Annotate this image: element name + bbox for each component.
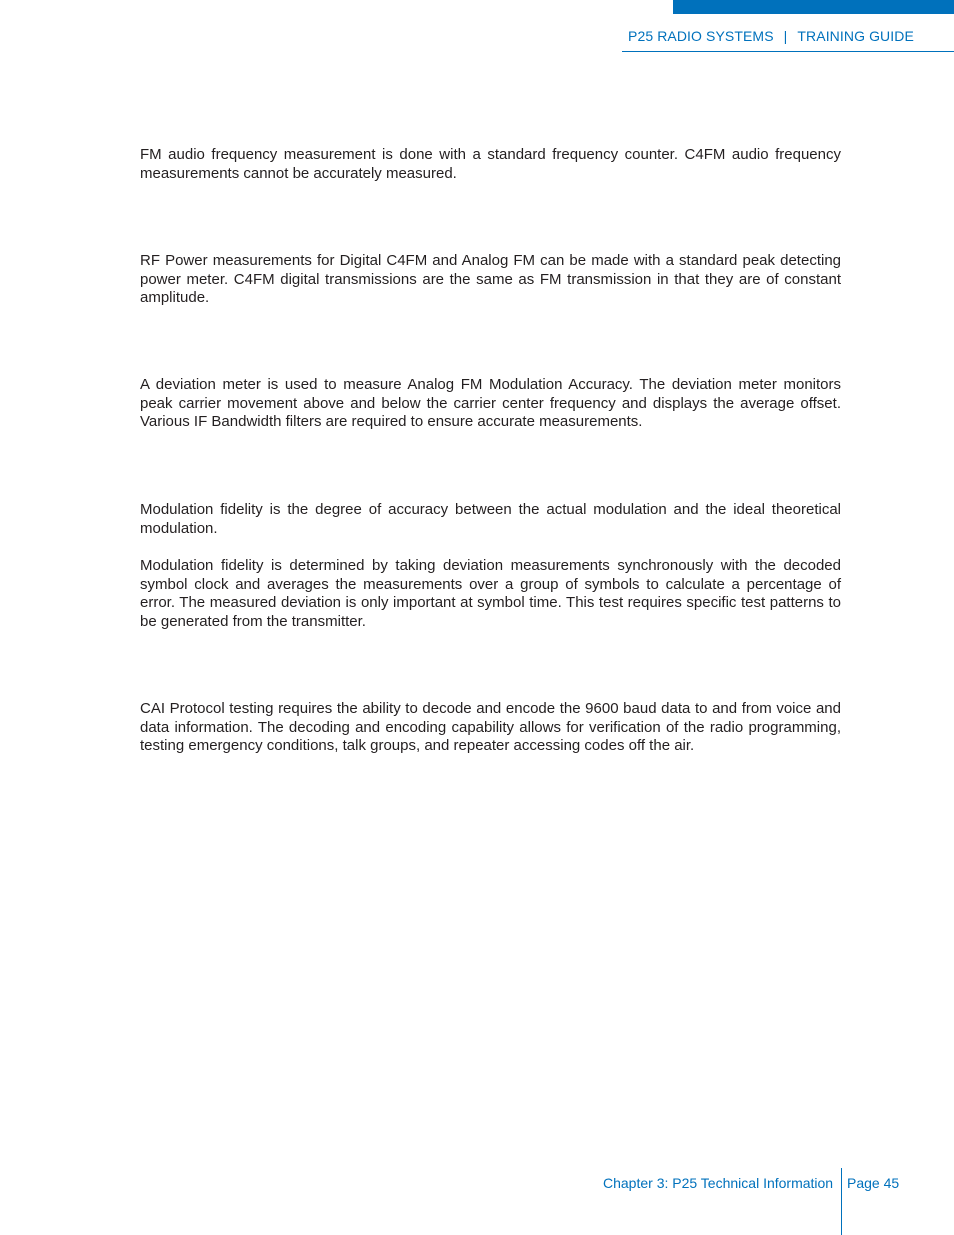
running-header	[628, 28, 914, 44]
footer-divider	[841, 1168, 842, 1235]
footer-chapter: Chapter 3: P25 Technical Information	[603, 1175, 834, 1191]
paragraph-modulation-fidelity-definition: Modulation fidelity is the degree of accuracy between the actual modulation and the ideal theoretical modulation.	[140, 501, 841, 537]
header-rule	[622, 51, 954, 52]
paragraph-deviation-meter: A deviation meter is used to measure Analog FM Modulation Accuracy. The deviation meter monitors peak carrier movement above and below the carrier center frequency and displays the average offset. Various IF Bandwidth filters are required to ensure accurate measurements.	[140, 376, 841, 431]
header-separator: |	[783, 28, 788, 44]
footer-page-number: Page 45	[847, 1175, 900, 1191]
paragraph-rf-power: RF Power measurements for Digital C4FM and Analog FM can be made with a standard peak detecting power meter. C4FM digital transmissions are the same as FM transmission in that they are of constant amplitude.	[140, 252, 841, 307]
paragraph-fm-audio-frequency: FM audio frequency measurement is done with a standard frequency counter. C4FM audio frequency measurements cannot be accurately measured.	[140, 146, 841, 182]
paragraph-cai-protocol: CAI Protocol testing requires the ability to decode and encode the 9600 baud data to and from voice and data information. The decoding and encoding capability allows for verification of the radio programming, testing emergency conditions, talk groups, and repeater accessing codes off the air.	[140, 700, 841, 755]
header-title: P25 RADIO SYSTEMS	[628, 28, 774, 44]
header-subtitle: TRAINING GUIDE	[797, 28, 914, 44]
header-accent-bar	[673, 0, 954, 14]
paragraph-modulation-fidelity-method: Modulation fidelity is determined by taking deviation measurements synchronously with the decoded symbol clock and averages the measurements over a group of symbols to calculate a percentage of error. The measured deviation is only important at symbol time. This test requires specific test patterns to be generated from the transmitter.	[140, 557, 841, 631]
